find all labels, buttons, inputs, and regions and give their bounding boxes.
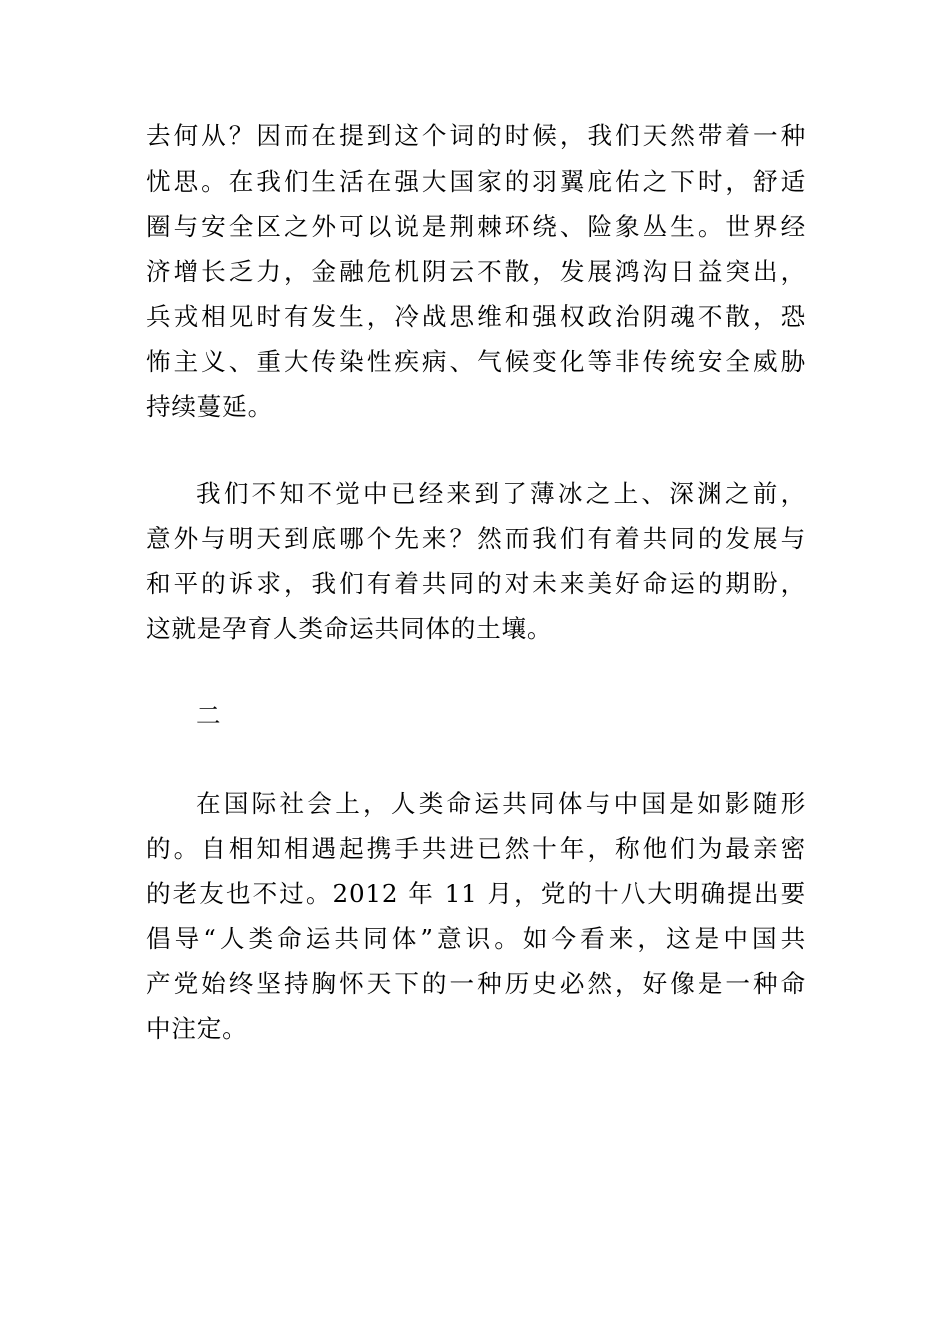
paragraph-1-line-6: 怖主义、重大传染性疾病、气候变化等非传统安全威胁 <box>146 347 806 376</box>
paragraph-1-line-2: 忧思。在我们生活在强大国家的羽翼庇佑之下时，舒适 <box>146 167 806 196</box>
paragraph-3-line-6: 中注定。 <box>146 1014 248 1043</box>
paragraph-2-line-3: 和平的诉求，我们有着共同的对未来美好命运的期盼， <box>146 569 806 598</box>
paragraph-1-line-7: 持续蔓延。 <box>146 392 273 421</box>
section-heading: 二 <box>196 701 222 730</box>
paragraph-3-line-2: 的。自相知相遇起携手共进已然十年，称他们为最亲密 <box>146 834 806 863</box>
paragraph-1-line-3: 圈与安全区之外可以说是荆棘环绕、险象丛生。世界经 <box>146 212 806 241</box>
paragraph-1-line-5: 兵戎相见时有发生，冷战思维和强权政治阴魂不散，恐 <box>146 302 806 331</box>
paragraph-3-line-5: 产党始终坚持胸怀天下的一种历史必然，好像是一种命 <box>146 969 806 998</box>
paragraph-2-line-4: 这就是孕育人类命运共同体的土壤。 <box>146 614 553 643</box>
paragraph-1-line-1: 去何从？因而在提到这个词的时候，我们天然带着一种 <box>146 121 806 150</box>
paragraph-2-line-1: 我们不知不觉中已经来到了薄冰之上、深渊之前， <box>196 479 806 508</box>
paragraph-3-line-3: 的老友也不过。2012 年 11 月，党的十八大明确提出要 <box>146 879 806 908</box>
paragraph-1-line-4: 济增长乏力，金融危机阴云不散，发展鸿沟日益突出， <box>146 257 806 286</box>
paragraph-3-line-4: 倡导“人类命运共同体”意识。如今看来，这是中国共 <box>146 924 806 953</box>
paragraph-3-line-1: 在国际社会上，人类命运共同体与中国是如影随形 <box>196 789 806 818</box>
paragraph-2-line-2: 意外与明天到底哪个先来？然而我们有着共同的发展与 <box>146 524 806 553</box>
